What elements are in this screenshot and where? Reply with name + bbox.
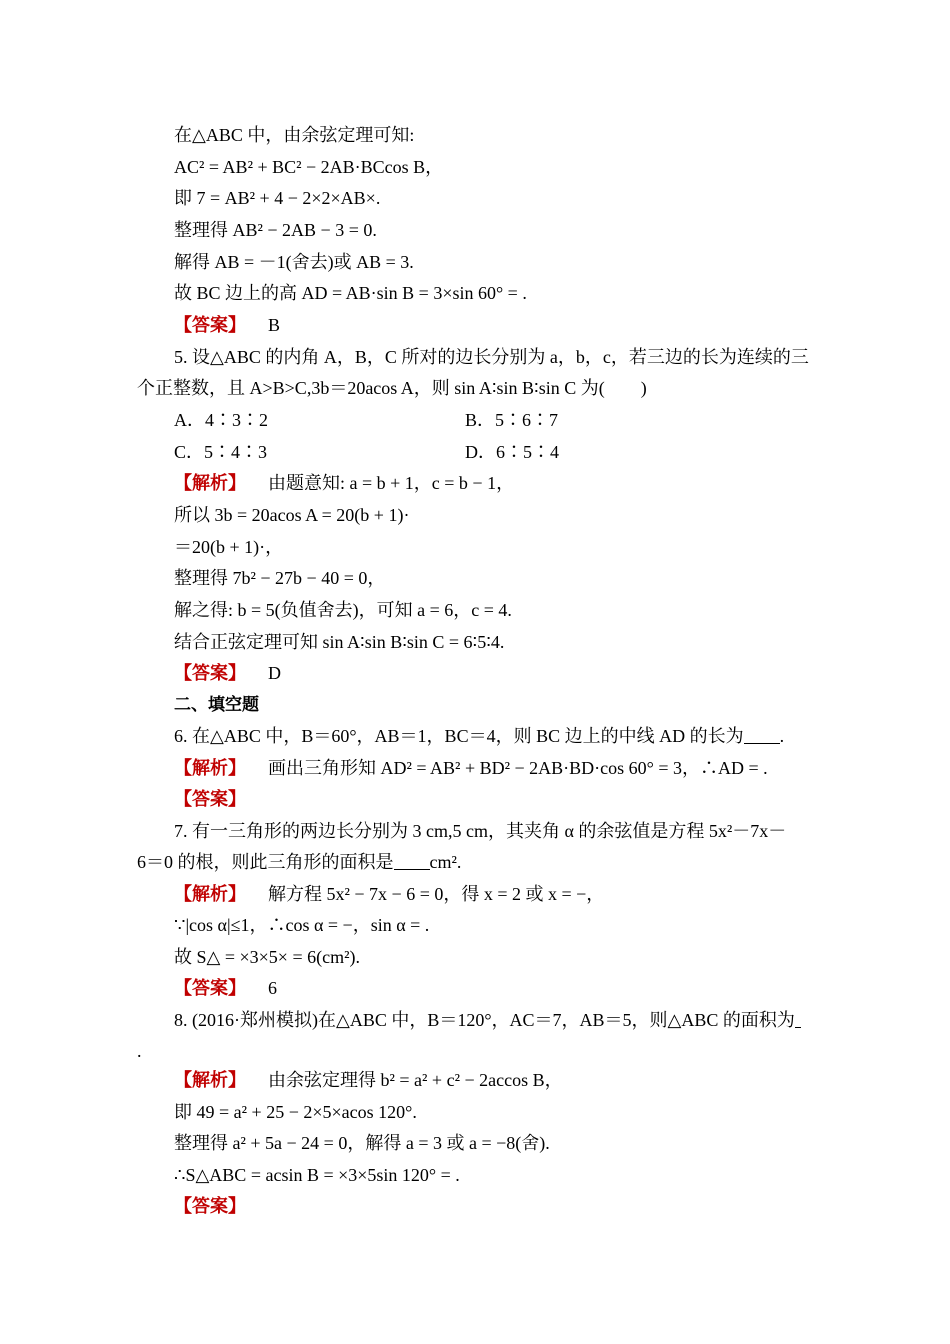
analysis-tag: 【解析】 — [174, 473, 246, 493]
answer-blank — [394, 851, 430, 870]
answer-tag: 【答案】 — [174, 315, 246, 335]
analysis-tag: 【解析】 — [174, 884, 246, 904]
option-b: B．5∶6∶7 — [465, 410, 559, 430]
solution-line: 故 S△ = ×3×5× = 6(cm²). — [174, 947, 360, 967]
solution-line: 整理得 AB² − 2AB − 3 = 0. — [174, 220, 377, 240]
solution-line: 整理得 7b² − 27b − 40 = 0， — [174, 568, 386, 588]
question-end: . — [779, 726, 785, 746]
question-6-stem — [174, 724, 784, 748]
solution-line: ∵|cos α|≤1，∴cos α = −，sin α = . — [174, 915, 430, 935]
analysis-text: 解方程 5x² − 7x − 6 = 0，得 x = 2 或 x = −， — [268, 884, 605, 904]
solution-line: 结合正弦定理可知 sin A∶sin B∶sin C = 6∶5∶4. — [174, 632, 505, 652]
answer-line — [174, 787, 246, 811]
solution-line: 在△ABC 中，由余弦定理可知: — [174, 125, 415, 145]
answer-blank — [744, 725, 780, 744]
answer-line — [174, 1194, 246, 1218]
answer-tag: 【答案】 — [174, 663, 246, 683]
question-8-stem-cont: . — [137, 1041, 142, 1061]
answer-line — [174, 661, 281, 685]
question-text: 6. 在△ABC 中，B＝60°，AB＝1，BC＝4，则 BC 边上的中线 AD 的长为 — [174, 726, 744, 746]
solution-line: ＝20(b + 1)·， — [174, 537, 284, 557]
question-7-stem: 7. 有一三角形的两边长分别为 3 cm,5 cm，其夹角 α 的余弦值是方程 5x²－7x－ — [174, 821, 787, 841]
answer-tag: 【答案】 — [174, 789, 246, 809]
answer-blank — [795, 1009, 801, 1028]
answer-value: D — [268, 663, 281, 683]
solution-line: 所以 3b = 20acos A = 20(b + 1)· — [174, 505, 410, 525]
question-text: 6＝0 的根，则此三角形的面积是 — [137, 852, 394, 872]
analysis-line — [174, 756, 768, 780]
answer-line — [174, 313, 280, 337]
answer-tag: 【答案】 — [174, 978, 246, 998]
question-unit: cm². — [429, 852, 462, 872]
answer-line — [174, 976, 277, 1000]
analysis-line — [174, 1068, 563, 1092]
question-5-stem: 5. 设△ABC 的内角 A，B，C 所对的边长分别为 a，b，c，若三边的长为连续的三 — [174, 347, 809, 367]
solution-line: 故 BC 边上的高 AD = AB·sin B = 3×sin 60° = . — [174, 283, 527, 303]
option-a: A．4∶3∶2 — [174, 410, 268, 430]
solution-line: ∴S△ABC = acsin B = ×3×5sin 120° = . — [174, 1165, 460, 1185]
question-text: 8. (2016·郑州模拟)在△ABC 中，B＝120°，AC＝7，AB＝5，则△ABC 的面积为 — [174, 1010, 795, 1030]
solution-line: 即 49 = a² + 25 − 2×5×acos 120°. — [174, 1102, 417, 1122]
option-c: C．5∶4∶3 — [174, 442, 268, 462]
analysis-tag: 【解析】 — [174, 1070, 246, 1090]
answer-value: 6 — [268, 978, 277, 998]
solution-line: 即 7 = AB² + 4 − 2×2×AB×. — [174, 188, 381, 208]
option-d: D．6∶5∶4 — [465, 442, 559, 462]
analysis-text: 画出三角形知 AD² = AB² + BD² − 2AB·BD·cos 60° = 3，∴AD = . — [268, 758, 768, 778]
solution-line: 解得 AB = －1(舍去)或 AB = 3. — [174, 252, 414, 272]
question-7-stem-cont — [137, 850, 461, 874]
analysis-text: 由余弦定理得 b² = a² + c² − 2accos B， — [268, 1070, 563, 1090]
analysis-line — [174, 882, 604, 906]
analysis-line — [174, 471, 514, 495]
solution-line: 整理得 a² + 5a − 24 = 0，解得 a = 3 或 a = −8(舍). — [174, 1133, 550, 1153]
analysis-tag: 【解析】 — [174, 758, 246, 778]
answer-value: B — [268, 315, 281, 335]
section-heading: 二、填空题 — [174, 695, 259, 715]
question-8-stem — [174, 1008, 801, 1032]
solution-line: 解之得: b = 5(负值舍去)，可知 a = 6，c = 4. — [174, 600, 512, 620]
analysis-text: 由题意知: a = b + 1，c = b − 1， — [268, 473, 515, 493]
question-5-stem-cont: 个正整数，且 A>B>C,3b＝20acos A，则 sin A∶sin B∶sin C 为( ) — [137, 378, 647, 398]
answer-tag: 【答案】 — [174, 1196, 246, 1216]
solution-line: AC² = AB² + BC² − 2AB·BCcos B， — [174, 157, 444, 177]
